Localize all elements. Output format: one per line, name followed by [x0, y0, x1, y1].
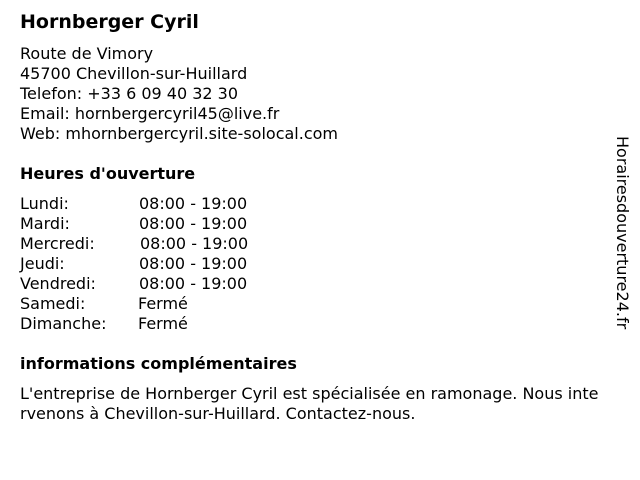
day-label: Samedi:: [20, 294, 86, 313]
contact-details: [20, 44, 580, 144]
day-label: Mardi:: [20, 214, 70, 233]
day-label: Mercredi:: [20, 234, 95, 253]
hours-row-monday: [20, 194, 320, 214]
hours-row-friday: [20, 274, 320, 294]
additional-info-heading: informations complémentaires: [20, 354, 297, 373]
day-label: Jeudi:: [20, 254, 65, 273]
email-address: Email: hornbergercyril45@live.fr: [20, 104, 280, 123]
hours-value: 08:00 - 19:00: [140, 234, 249, 253]
hours-row-sunday: [20, 314, 320, 334]
hours-row-thursday: [20, 254, 320, 274]
day-label: Lundi:: [20, 194, 69, 213]
hours-row-wednesday: [20, 234, 320, 254]
website-address: Web: mhornbergercyril.site-solocal.com: [20, 124, 338, 143]
hours-value: 08:00 - 19:00: [139, 274, 248, 293]
day-label: Dimanche:: [20, 314, 107, 333]
hours-value: 08:00 - 19:00: [139, 214, 248, 233]
hours-value: 08:00 - 19:00: [139, 254, 248, 273]
hours-value: Fermé: [138, 314, 188, 333]
hours-row-tuesday: [20, 214, 320, 234]
hours-row-saturday: [20, 294, 320, 314]
opening-hours-heading: Heures d'ouverture: [20, 164, 196, 183]
hours-value: Fermé: [138, 294, 188, 313]
additional-info-text: L'entreprise de Hornberger Cyril est spécialisée en ramonage. Nous intervenons à Chevillon-sur-Huillard. Contactez-nous.: [20, 384, 599, 423]
hours-value: 08:00 - 19:00: [139, 194, 248, 213]
opening-hours-table: [20, 194, 320, 334]
postal-city: 45700 Chevillon-sur-Huillard: [20, 64, 248, 83]
business-name: Hornberger Cyril: [20, 11, 199, 33]
street-address: Route de Vimory: [20, 44, 154, 63]
phone-number: Telefon: +33 6 09 40 32 30: [20, 84, 239, 103]
site-watermark: Horairesdouverture24.fr: [613, 136, 632, 330]
day-label: Vendredi:: [20, 274, 96, 293]
